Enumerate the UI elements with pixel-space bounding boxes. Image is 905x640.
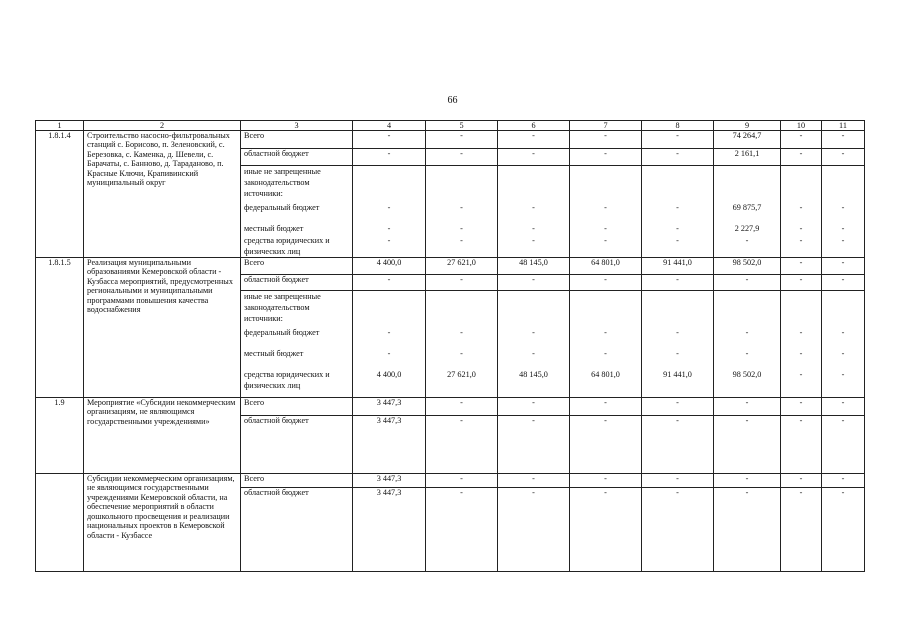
table-cell: -	[841, 224, 845, 233]
table-cell: -	[841, 370, 845, 379]
table-cell: -	[714, 416, 781, 474]
table-cell: 91 441,0	[663, 370, 692, 379]
table-cell: -	[642, 474, 714, 488]
table-cell: -	[781, 398, 822, 416]
table-cell: -	[532, 236, 535, 245]
source-label: Всего	[241, 131, 353, 149]
table-cell: -	[426, 131, 498, 149]
table-cell: -	[799, 203, 803, 212]
table-cell: 3 447,3	[353, 474, 426, 488]
table-cell: -	[570, 131, 642, 149]
table-cell: -	[745, 349, 749, 358]
col-header: 1	[36, 121, 84, 131]
table-cell: -	[532, 203, 535, 212]
table-cell: -	[822, 416, 865, 474]
table-cell: -	[498, 149, 570, 166]
table-cell: 98 502,0	[732, 370, 762, 379]
table-cell: 98 502,0	[714, 258, 781, 275]
table-cell: -	[532, 349, 535, 358]
table-cell: -	[387, 203, 391, 212]
table-row	[36, 131, 865, 149]
source-label: Всего	[241, 398, 353, 416]
col-header: 4	[353, 121, 426, 131]
table-cell: -	[822, 488, 865, 572]
table-cell: 91 441,0	[642, 258, 714, 275]
table-cell: -	[799, 349, 803, 358]
table-cell: -	[604, 224, 607, 233]
page-number: 66	[447, 95, 458, 106]
table-cell: -	[781, 275, 822, 291]
table-cell: -	[426, 275, 498, 291]
table-cell: -	[841, 236, 845, 245]
table-cell: -	[532, 224, 535, 233]
table-cell: -	[676, 224, 679, 233]
table-cell: -	[714, 275, 781, 291]
table-cell: -	[353, 131, 426, 149]
table-cell: -	[426, 398, 498, 416]
header-row	[36, 121, 865, 131]
table-cell: -	[781, 416, 822, 474]
source-label: Всего	[241, 474, 353, 488]
table-cell: -	[460, 203, 463, 212]
table-cell: 64 801,0	[570, 258, 642, 275]
table-cell: -	[642, 416, 714, 474]
table-cell: -	[387, 224, 391, 233]
col-header: 7	[570, 121, 642, 131]
row-code	[36, 474, 84, 572]
table-cell: 2 227,9	[734, 224, 760, 233]
table-cell: -	[498, 488, 570, 572]
table-cell: -	[570, 275, 642, 291]
table-cell: -	[460, 224, 463, 233]
table-cell: -	[498, 416, 570, 474]
table-cell: -	[387, 349, 391, 358]
table-cell: 74 264,7	[714, 131, 781, 149]
table-cell: -	[676, 236, 679, 245]
table-cell: 27 621,0	[426, 258, 498, 275]
table-cell: -	[570, 488, 642, 572]
table-cell: -	[460, 328, 463, 337]
table-cell: -	[799, 328, 803, 337]
table-cell: -	[781, 131, 822, 149]
table-cell: -	[498, 474, 570, 488]
table-cell: -	[781, 149, 822, 166]
col-header: 9	[714, 121, 781, 131]
table-cell: 3 447,3	[353, 488, 426, 572]
table-cell: -	[822, 258, 865, 275]
table-cell: -	[426, 488, 498, 572]
table-cell: -	[714, 398, 781, 416]
source-label: иные не запрещенные законодательством источники:	[244, 292, 321, 323]
table-cell: -	[799, 224, 803, 233]
source-label: иные не запрещенные законодательством источники:	[244, 167, 321, 198]
table-cell: -	[642, 275, 714, 291]
table-row	[36, 398, 865, 416]
table-cell: -	[604, 328, 607, 337]
row-name: Строительство насосно-фильтровальных станций с. Борисово, п. Зеленовский, с. Березовка, с. Каменка, д. Шевели, с. Барачаты, с. Банново, д. Тарадановo, п. Красные Ключи, Крапивинский муниципальный округ	[84, 131, 241, 258]
col-header: 8	[642, 121, 714, 131]
table-cell: -	[570, 416, 642, 474]
row-name: Реализация муниципальными образованиями Кемеровской области - Кузбасса мероприятий, предусмотренных региональными и муниципальными программами повышения качества водоснабжения	[84, 258, 241, 398]
source-label: областной бюджет	[241, 275, 353, 291]
table-cell: 27 621,0	[447, 370, 476, 379]
table-cell: -	[745, 328, 749, 337]
table-row	[36, 258, 865, 275]
table-row	[36, 474, 865, 488]
source-label: областной бюджет	[241, 416, 353, 474]
source-label: федеральный бюджет	[244, 328, 320, 337]
table-cell: -	[642, 488, 714, 572]
table-cell: -	[781, 488, 822, 572]
table-cell: 3 447,3	[353, 416, 426, 474]
table-cell: -	[642, 149, 714, 166]
source-label: Всего	[241, 258, 353, 275]
source-label: местный бюджет	[244, 224, 304, 233]
row-name: Мероприятие «Субсидии некоммерческим организациям, не являющимся государственными учреждениями»	[84, 398, 241, 474]
source-label: областной бюджет	[241, 149, 353, 166]
table-cell: 4 400,0	[353, 258, 426, 275]
table-cell: -	[841, 328, 845, 337]
table-cell: -	[387, 328, 391, 337]
table-cell: -	[604, 236, 607, 245]
table-cell: -	[498, 398, 570, 416]
col-header: 10	[781, 121, 822, 131]
table-cell: -	[353, 275, 426, 291]
table-cell: -	[604, 349, 607, 358]
table-cell: -	[799, 236, 803, 245]
table-cell: -	[745, 236, 749, 245]
table-cell: -	[570, 149, 642, 166]
table-cell: -	[676, 349, 679, 358]
table-cell: -	[714, 474, 781, 488]
table-cell: 69 875,7	[732, 203, 762, 212]
table-cell: -	[426, 474, 498, 488]
table-cell: -	[426, 416, 498, 474]
table-cell: -	[822, 474, 865, 488]
table-cell: 2 161,1	[714, 149, 781, 166]
table-cell: -	[822, 398, 865, 416]
table-cell: 64 801,0	[591, 370, 620, 379]
source-label: местный бюджет	[244, 349, 304, 358]
table-cell: -	[781, 258, 822, 275]
table-cell: -	[781, 474, 822, 488]
table-cell: -	[822, 275, 865, 291]
row-code: 1.8.1.5	[36, 258, 84, 398]
table-cell: -	[570, 474, 642, 488]
table-cell: -	[841, 203, 845, 212]
table-cell: 3 447,3	[353, 398, 426, 416]
table-cell: -	[642, 398, 714, 416]
table-cell: -	[532, 328, 535, 337]
table-cell: -	[822, 131, 865, 149]
table-cell: -	[570, 398, 642, 416]
source-label: средства юридических и физических лиц	[244, 370, 330, 390]
col-header: 3	[241, 121, 353, 131]
table-cell: -	[460, 236, 463, 245]
table-cell: -	[822, 149, 865, 166]
table-cell: -	[799, 370, 803, 379]
table-cell: -	[714, 488, 781, 572]
row-code: 1.8.1.4	[36, 131, 84, 258]
row-code: 1.9	[36, 398, 84, 474]
table-cell: 48 145,0	[519, 370, 548, 379]
table-cell: -	[353, 149, 426, 166]
col-header: 5	[426, 121, 498, 131]
table-cell: -	[498, 275, 570, 291]
row-name: Субсидии некоммерческим организациям, не являющимся государственными учреждениями Кемеровской области, на обеспечение мероприятий в области дошкольного просвещения и реализации национальных проектов в Кемеровской области - Кузбассе	[84, 474, 241, 572]
source-label: областной бюджет	[241, 488, 353, 572]
table-cell: -	[841, 349, 845, 358]
col-header: 6	[498, 121, 570, 131]
source-label: средства юридических и физических лиц	[244, 236, 330, 256]
table-cell: -	[460, 349, 463, 358]
table-cell: -	[604, 203, 607, 212]
budget-table	[35, 120, 865, 572]
table-cell: -	[676, 328, 679, 337]
source-label: федеральный бюджет	[244, 203, 320, 212]
col-header: 2	[84, 121, 241, 131]
table-cell: -	[676, 203, 679, 212]
table-cell: -	[426, 149, 498, 166]
table-cell: 48 145,0	[498, 258, 570, 275]
table-cell: -	[387, 236, 391, 245]
table-cell: -	[642, 131, 714, 149]
table-cell: -	[498, 131, 570, 149]
table-cell: 4 400,0	[376, 370, 402, 379]
col-header: 11	[822, 121, 865, 131]
